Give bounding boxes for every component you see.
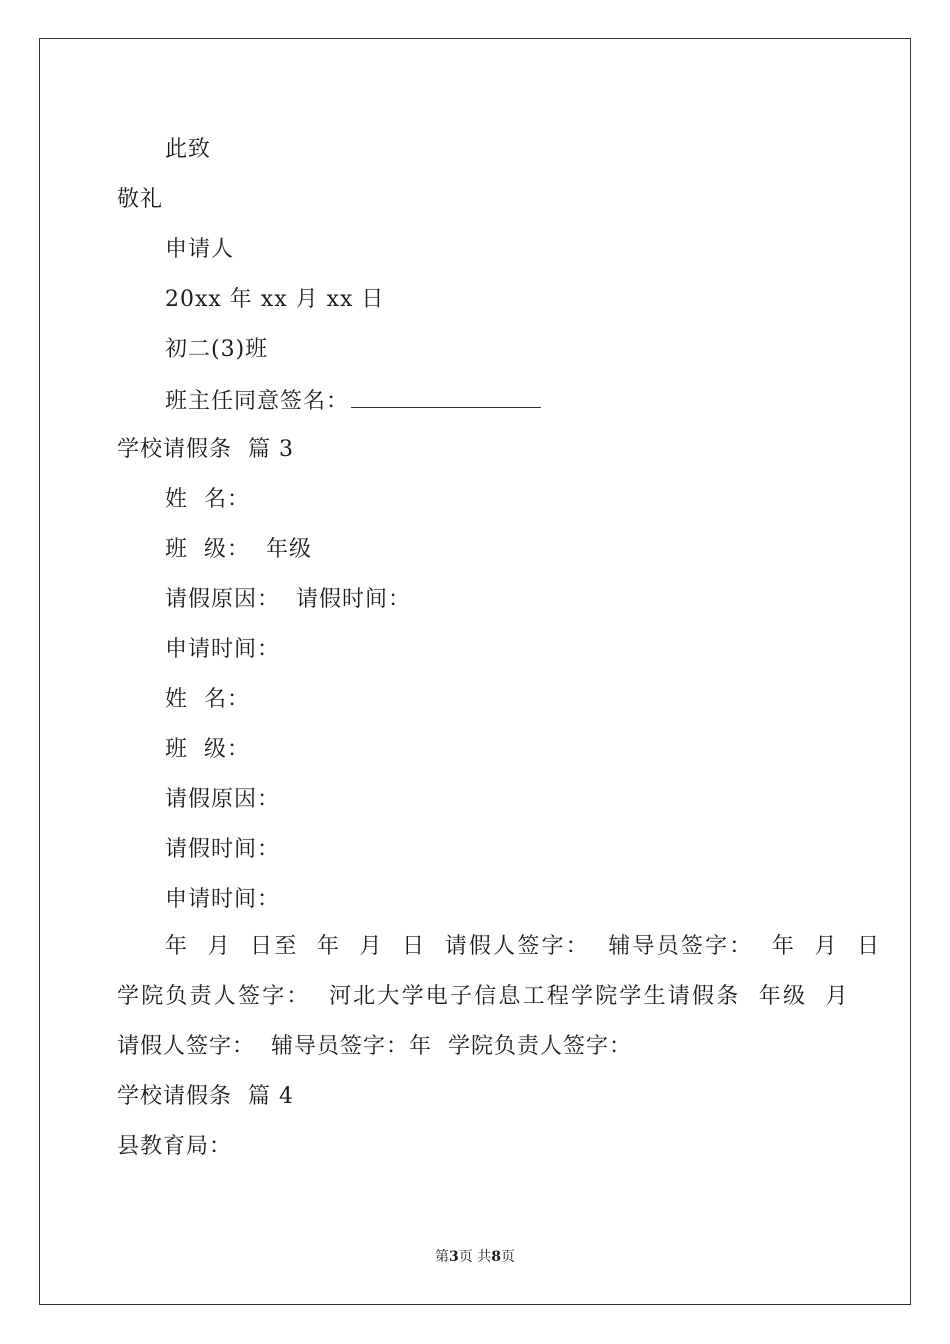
applicant-label: 申请人 <box>165 237 235 262</box>
teacher-signature-line <box>165 385 541 417</box>
page-border <box>39 38 911 1305</box>
apply-time-field-line: 申请时间： <box>165 637 281 662</box>
section-heading-4: 学校请假条 篇 4 <box>117 1084 294 1109</box>
name-field-line: 姓 名： <box>165 487 250 512</box>
apply-time-field-line-2: 申请时间： <box>165 887 281 912</box>
faculty-signature-line: 学院负责人签字： 河北大学电子信息工程学院学生请假条 年级 月 <box>117 984 850 1009</box>
counselor-signature-line: 请假人签字： 辅导员签字：年 学院负责人签字： <box>117 1034 632 1059</box>
page-footer <box>0 1248 950 1266</box>
teacher-signature-label: 班主任同意签名： <box>165 389 350 414</box>
class-line: 初二(3)班 <box>165 337 269 362</box>
date-line: 20xx 年 xx 月 xx 日 <box>165 287 385 312</box>
footer-middle: 页 共 <box>458 1249 492 1265</box>
reason-time-field-line: 请假原因： 请假时间： <box>165 587 411 612</box>
addressee-line: 县教育局： <box>117 1134 233 1159</box>
section-heading-3: 学校请假条 篇 3 <box>117 437 294 462</box>
name-field-line-2: 姓 名： <box>165 687 250 712</box>
total-pages: 8 <box>491 1249 501 1265</box>
leave-time-field-line: 请假时间： <box>165 837 281 862</box>
page-number: 3 <box>449 1249 459 1265</box>
signature-date-line: 年 月 日至 年 月 日 请假人签字： 辅导员签字： 年 月 日 <box>165 934 882 959</box>
grade-field-line-2: 班 级： <box>165 737 250 762</box>
closing-line: 此致 <box>165 137 212 162</box>
salutation-line: 敬礼 <box>117 187 164 212</box>
footer-suffix: 页 <box>500 1249 515 1265</box>
grade-field-line: 班 级： 年级 <box>165 537 312 562</box>
signature-blank <box>351 385 541 408</box>
footer-prefix: 第 <box>435 1249 450 1265</box>
reason-field-line: 请假原因： <box>165 787 281 812</box>
